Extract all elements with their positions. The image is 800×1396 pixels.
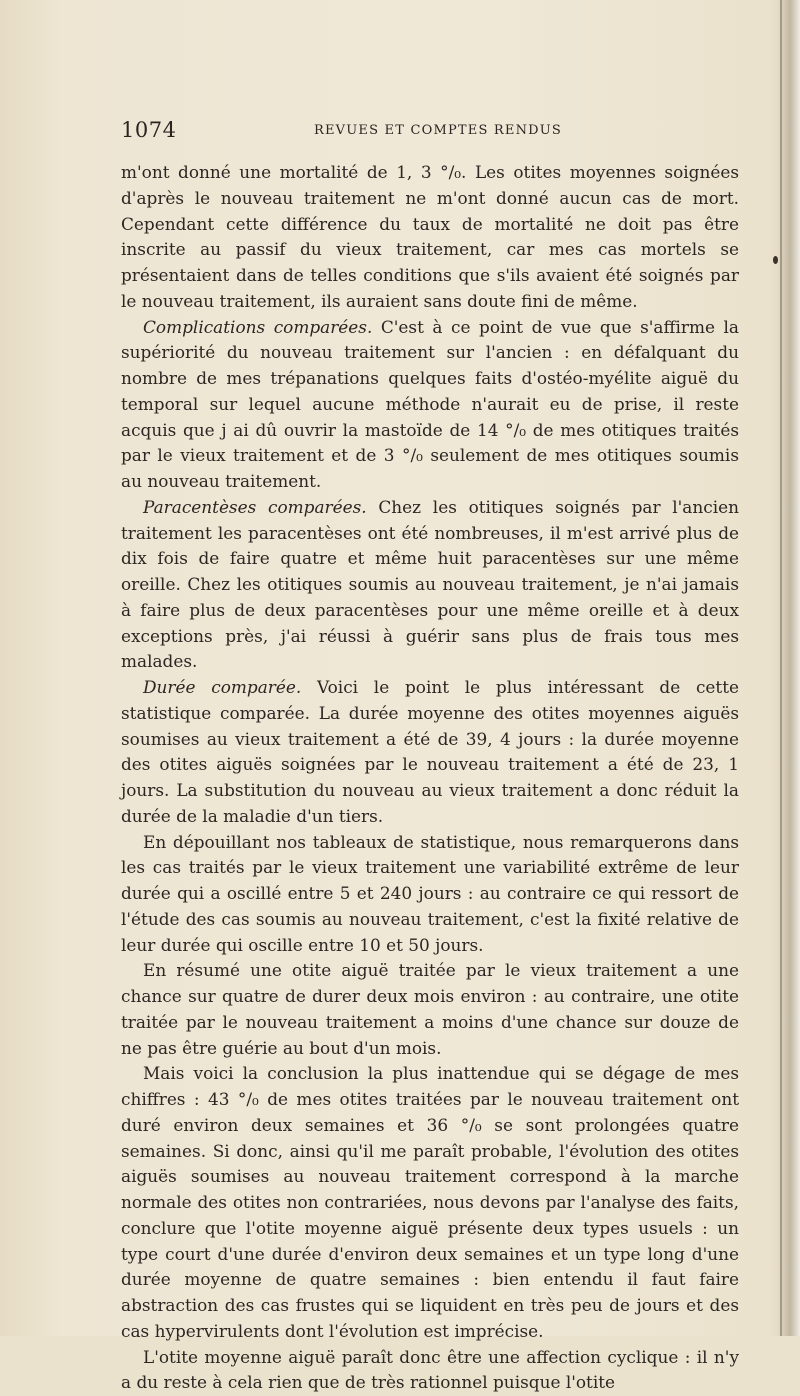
paragraph: [121, 1345, 739, 1396]
page-number: 1074: [121, 118, 176, 142]
paragraph-text: L'otite moyenne aiguë paraît donc être une affection cyclique : il n'y a du reste à cela rien que de très rationnel puisque l'otite: [121, 1347, 739, 1393]
section-heading: Complications comparées.: [143, 317, 372, 337]
paragraph-text: m'ont donné une mortalité de 1, 3 °/₀. Les otites moyennes soignées d'après le nouveau traitement ne m'ont donné aucun cas de mort. Cependant cette différence du taux de mortalité ne doit pas être inscrite au passif du vieux traitement, car mes cas mortels se présentaient dans de telles conditions que s'ils avaient été soignés par le nouveau traitement, ils auraient sans doute fini de même.: [121, 162, 739, 311]
page-fold-line: [780, 0, 782, 1336]
paragraph: [121, 315, 739, 495]
paragraph: [121, 1061, 739, 1344]
paragraph-text: Mais voici la conclusion la plus inattendue qui se dégage de mes chiffres : 43 °/₀ de mes otites traitées par le nouveau traitement ont duré environ deux semaines et 36 °/₀ se sont prolongées quatre semaines. Si donc, ainsi qu'il me paraît probable, l'évolution des otites aiguës soumises au nouveau traitement correspond à la marche normale des otites non contrariées, nous devons par l'analyse des faits, conclure que l'otite moyenne aiguë présente deux types usuels : un type court d'une durée d'environ deux semaines et un type long d'une durée moyenne de quatre semaines : bien entendu il faut faire abstraction des cas frustes qui se liquident en très peu de jours et des cas hypervirulents dont l'évolution est imprécise.: [121, 1063, 739, 1341]
paragraph-text: Chez les otitiques soignés par l'ancien traitement les paracentèses ont été nombreuses, il m'est arrivé plus de dix fois de faire quatre et même huit paracentèses sur une même oreille. Chez les otitiques soumis au nouveau traitement, je n'ai jamais à faire plus de deux paracentèses pour une même oreille et à deux exceptions près, j'ai réussi à guérir sans plus de frais tous mes malades.: [121, 497, 739, 672]
section-heading: Paracentèses comparées.: [143, 497, 367, 517]
paragraph: [121, 958, 739, 1061]
paragraph-text: Voici le point le plus intéressant de cette statistique comparée. La durée moyenne des otites moyennes aiguës soumises au vieux traitement a été de 39, 4 jours : la durée moyenne des otites aiguës soignées par le nouveau traitement a été de 23, 1 jours. La substitution du nouveau au vieux traitement a donc réduit la durée de la maladie d'un tiers.: [121, 677, 739, 826]
paragraph: [121, 495, 739, 675]
article-body: [121, 160, 739, 1396]
paragraph-text: En résumé une otite aiguë traitée par le vieux traitement a une chance sur quatre de durer deux mois environ : au contraire, une otite traitée par le nouveau traitement a moins d'une chance sur douze de ne pas être guérie au bout d'un mois.: [121, 960, 739, 1057]
paragraph: [121, 675, 739, 830]
paragraph: [121, 160, 739, 315]
paragraph-text: En dépouillant nos tableaux de statistique, nous remarquerons dans les cas traités par le vieux traitement une variabilité extrême de leur durée qui a oscillé entre 5 et 240 jours : au contraire ce qui ressort de l'étude des cas soumis au nouveau traitement, c'est la fixité relative de leur durée qui oscille entre 10 et 50 jours.: [121, 832, 739, 955]
paragraph: [121, 830, 739, 959]
paragraph-text: C'est à ce point de vue que s'affirme la supériorité du nouveau traitement sur l'ancien : en défalquant du nombre de mes trépanations quelques faits d'ostéo-myélite aiguë du temporal sur lequel aucune méthode n'aurait eu de prise, il reste acquis que j ai dû ouvrir la mastoïde de 14 °/₀ de mes otitiques traités par le vieux traitement et de 3 °/₀ seulement de mes otitiques soumis au nouveau traitement.: [121, 317, 739, 492]
margin-mark: [773, 256, 778, 264]
running-head: REVUES ET COMPTES RENDUS: [314, 123, 562, 138]
page-header: [121, 118, 741, 144]
section-heading: Durée comparée.: [143, 677, 301, 697]
